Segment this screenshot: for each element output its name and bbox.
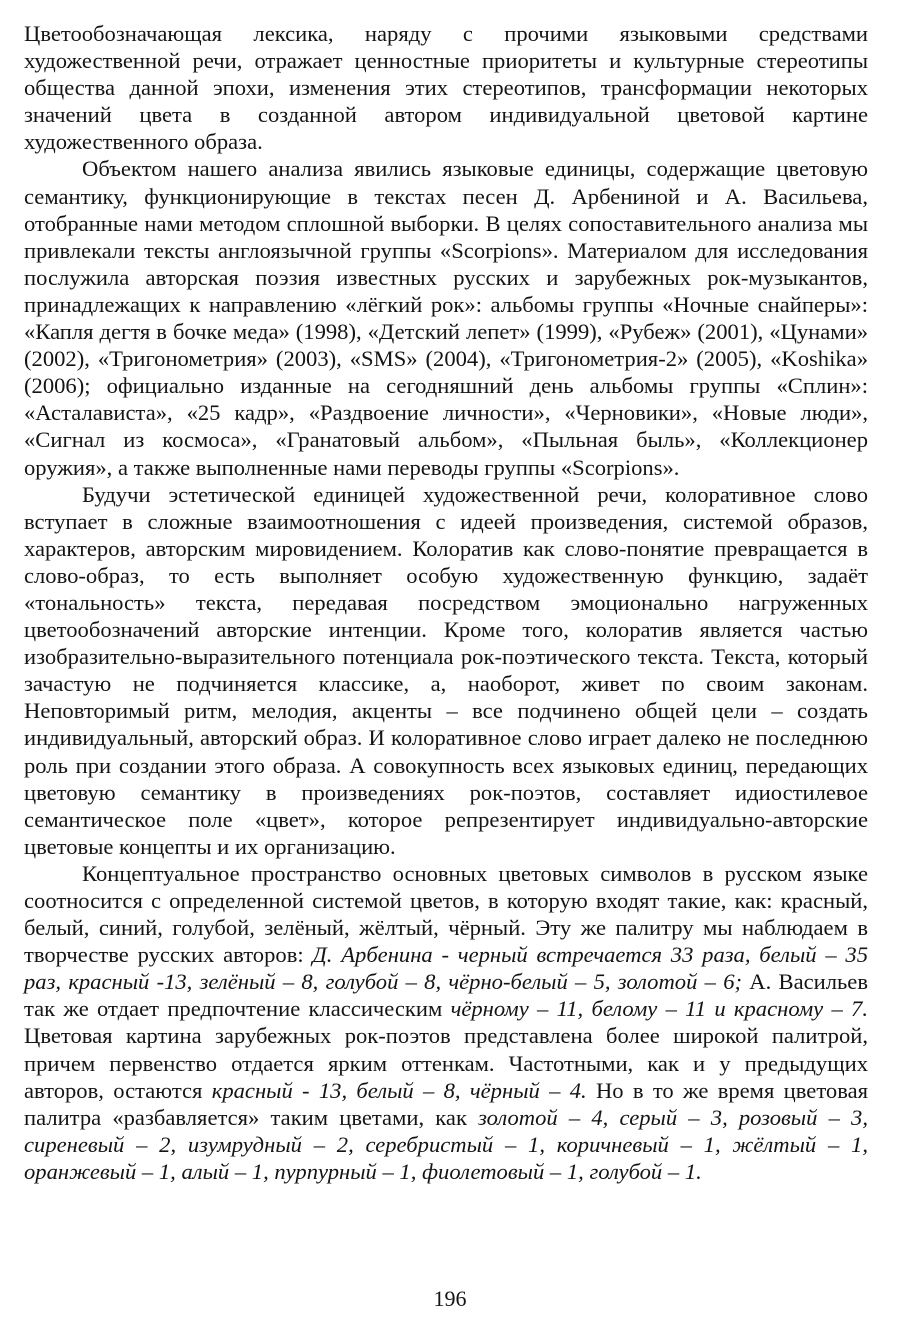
italic-text-segment: красный - 13, белый – 8, чёрный – 4. [211, 1077, 587, 1103]
text-segment: Цветовая картина зарубежных рок-поэтов представлена более широкой палитрой, причем первенство отдается ярким оттенкам. Частотными, как и у предыдущих авторов, остаются [24, 1023, 868, 1103]
paragraph-2 [24, 155, 868, 480]
body-text [24, 20, 868, 1185]
paragraph-1 [24, 20, 868, 155]
italic-text-segment: золотой – 4, серый – 3, розовый – 3, сиреневый – 2, изумрудный – 2, серебристый – 1, коричневый – 1, жёлтый – 1, оранжевый – 1, алый – 1, пурпурный – 1, фиолетовый – 1, голубой – 1. [24, 1104, 868, 1184]
text-segment: А. Васильев так же отдает предпочтение классическим [24, 969, 868, 1022]
italic-text-segment: чёрному – 11, белому – 11 и красному – 7. [450, 996, 868, 1022]
text-segment: Цветообозначающая лексика, наряду с прочими языковыми средствами художественной речи, отражает ценностные приоритеты и культурные стереотипы общества данной эпохи, изменения этих стереотипов, трансформации некоторых значений цвета в созданной автором индивидуальной цветовой картине художественного образа. [24, 21, 868, 155]
italic-text-segment: Д. Арбенина - черный встречается 33 раза, белый – 35 раз, красный -13, зелёный – 8, голубой – 8, чёрно-белый – 5, золотой – 6; [24, 942, 868, 995]
page-number: 196 [433, 1286, 467, 1311]
text-segment: Будучи эстетической единицей художественной речи, колоративное слово вступает в сложные взаимоотношения с идеей произведения, системой образов, характеров, авторским мировидением. Колоратив как слово-понятие превращается в слово-образ, то есть выполняет особую художественную функцию, задаёт «тональность» текста, передавая посредством эмоционально нагруженных цветообозначений авторские интенции. Кроме того, колоратив является частью изобразительно-выразительного потенциала рок-поэтического текста. Текста, который зачастую не подчиняется классике, а, наоборот, живет по своим законам. Неповторимый ритм, мелодия, акценты – все подчинено общей цели – создать индивидуальный, авторский образ. И колоративное слово играет далеко не последнюю роль при создании этого образа. А совокупность всех языковых единиц, передающих цветовую семантику в произведениях рок-поэтов, составляет идиостилевое семантическое поле «цвет», которое репрезентирует индивидуально-авторские цветовые концепты и их организацию. [24, 481, 868, 859]
paragraph-3 [24, 481, 868, 860]
text-segment: Концептуальное пространство основных цветовых символов в русском языке соотносится с определенной системой цветов, в которую входят такие, как: красный, белый, синий, голубой, зелёный, жёлтый, чёрный. Эту же палитру мы наблюдаем в творчестве русских авторов: [24, 860, 868, 968]
paragraph-4 [24, 860, 868, 1185]
text-segment: Объектом нашего анализа явились языковые единицы, содержащие цветовую семантику, функционирующие в текстах песен Д. Арбениной и А. Васильева, отобранные нами методом сплошной выборки. В целях сопоставительного анализа мы привлекали тексты англоязычной группы «Scorpions». Материалом для исследования послужила авторская поэзия известных русских и зарубежных рок-музыкантов, принадлежащих к направлению «лёгкий рок»: альбомы группы «Ночные снайперы»: «Капля дегтя в бочке меда» (1998), «Детский лепет» (1999), «Рубеж» (2001), «Цунами» (2002), «Тригонометрия» (2003), «SMS» (2004), «Тригонометрия-2» (2005), «Koshika» (2006); официально изданные на сегодняшний день альбомы группы «Сплин»: «Асталависта», «25 кадр», «Раздвоение личности», «Черновики», «Новые люди», «Сигнал из космоса», «Гранатовый альбом», «Пыльная быль», «Коллекционер оружия», а также выполненные нами переводы группы «Scorpions». [24, 156, 868, 480]
text-segment: Но в то же время цветовая палитра «разбавляется» таким цветами, как [24, 1077, 868, 1130]
